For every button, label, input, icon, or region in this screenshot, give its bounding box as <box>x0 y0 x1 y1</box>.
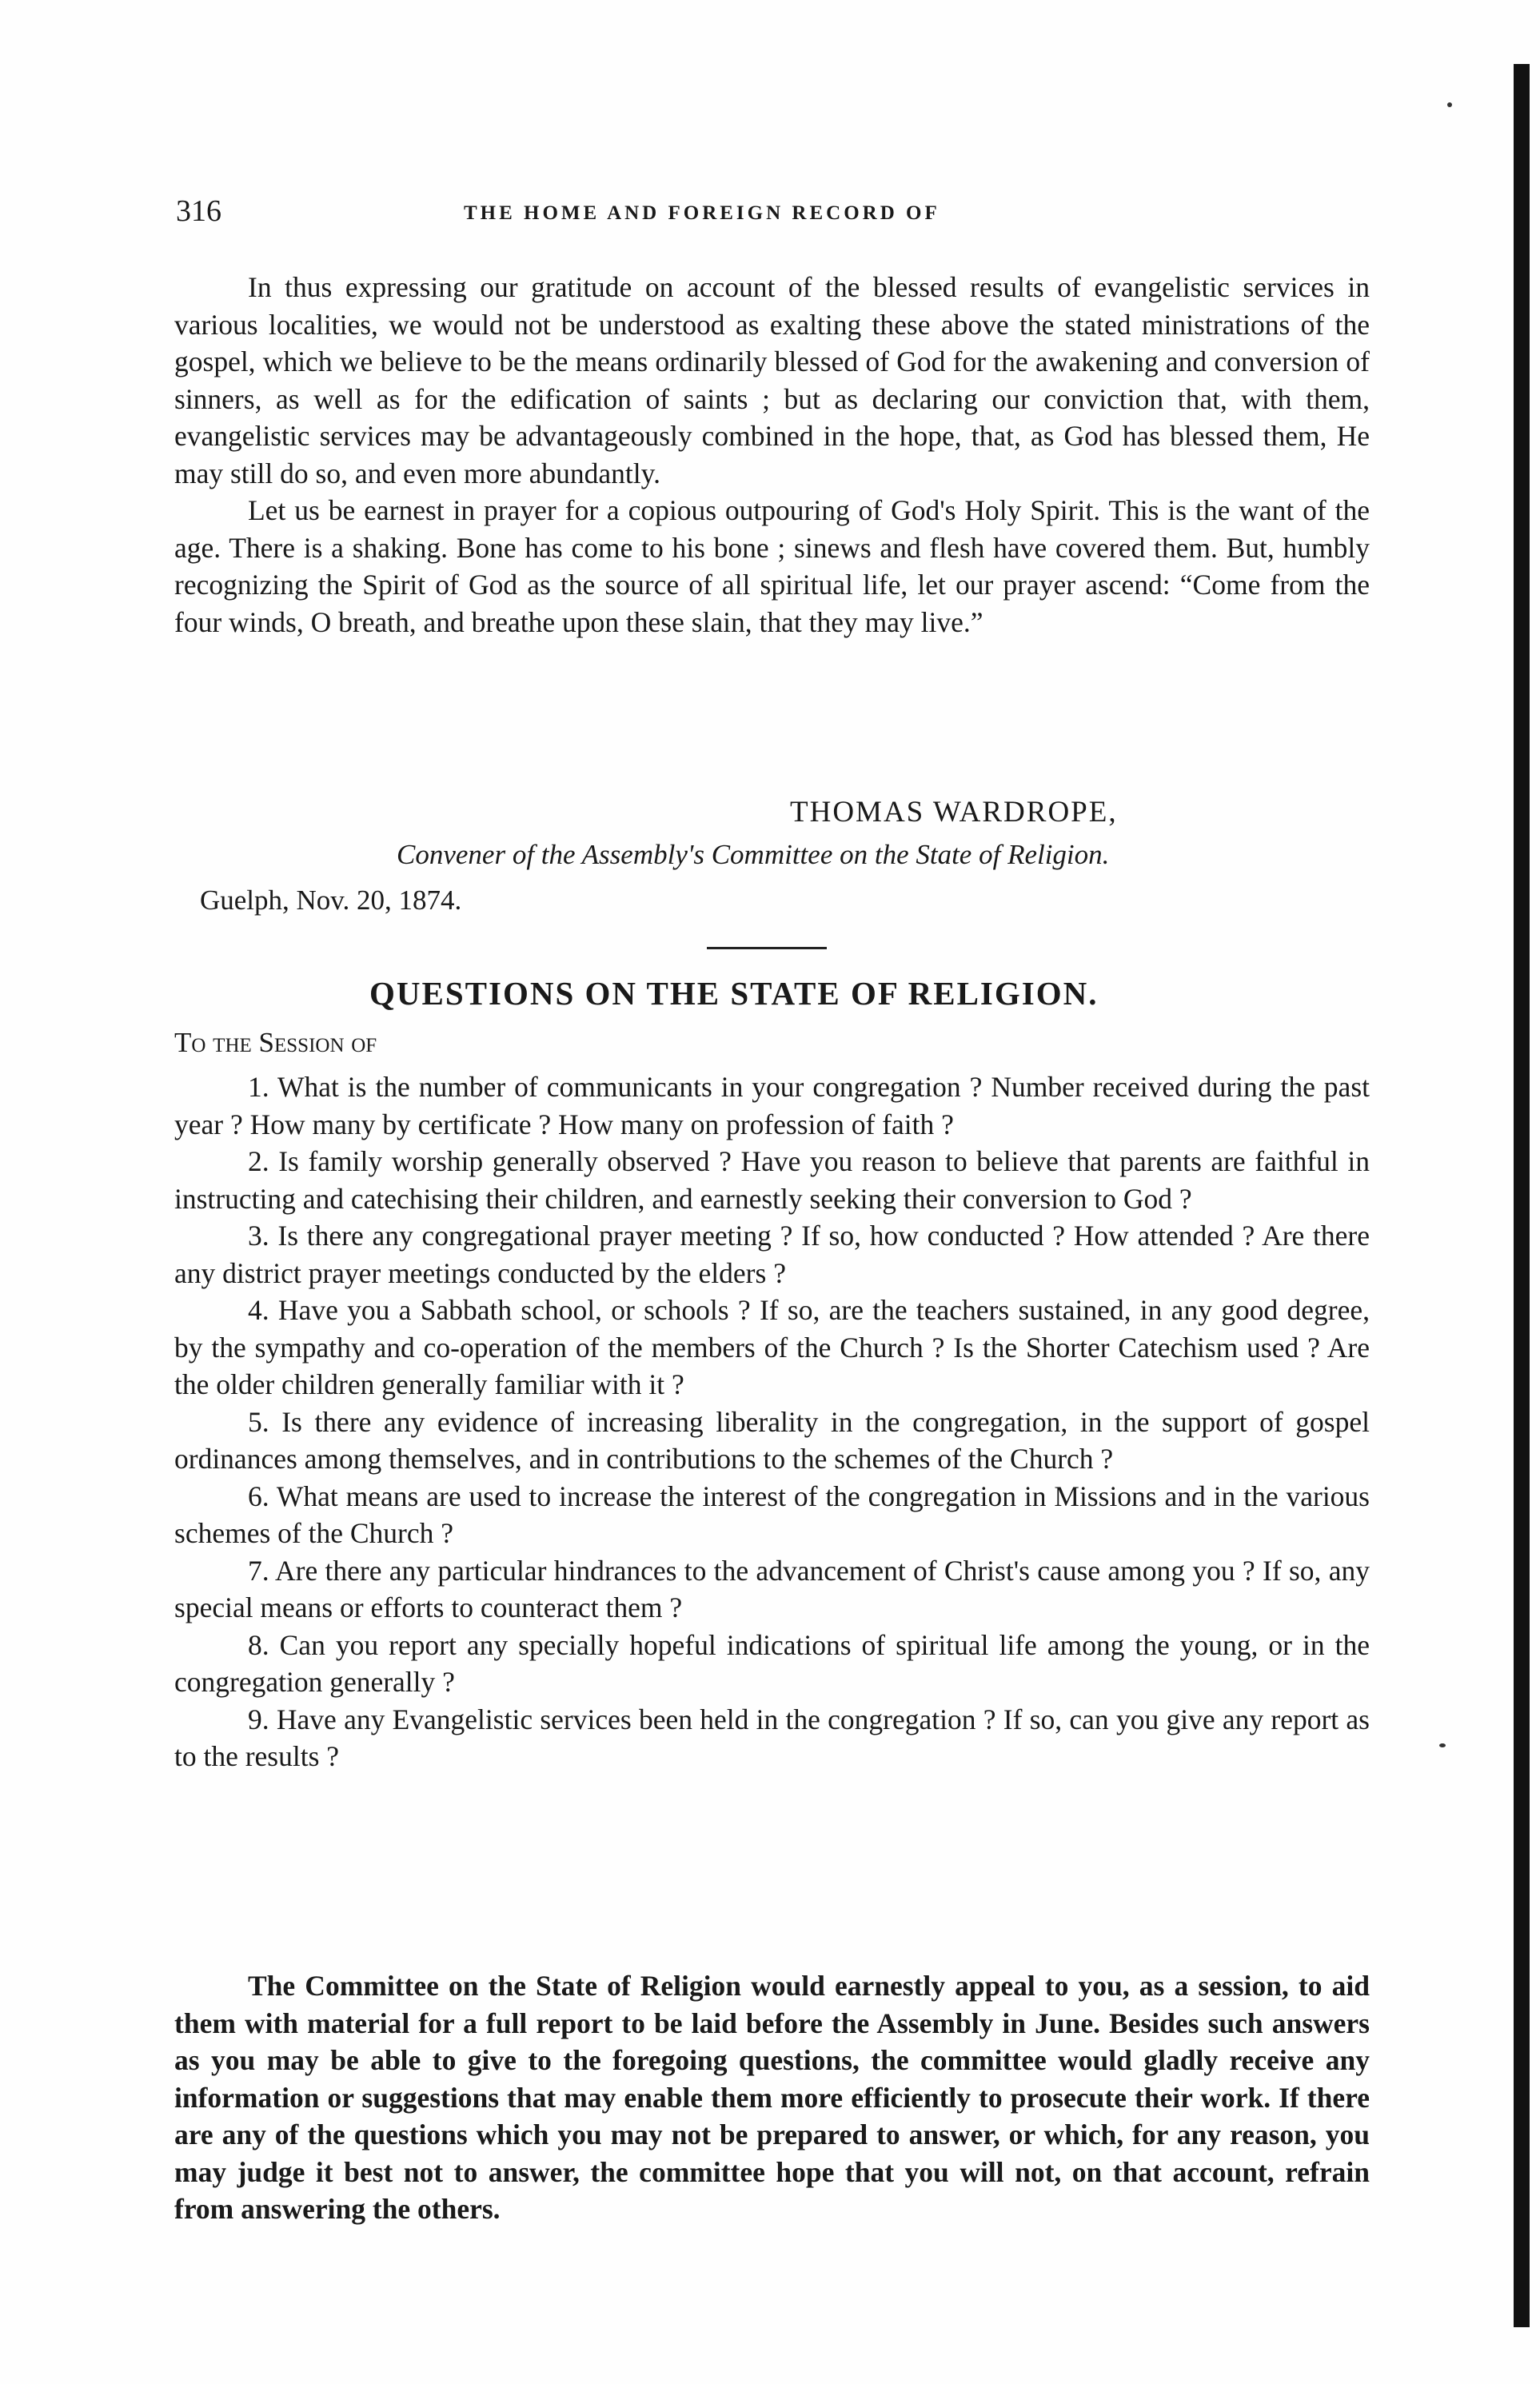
question-item: 6. What means are used to increase the interest of the congregation in Missions and in the various schemes of the Church ? <box>174 1480 1370 1549</box>
signature-name: THOMAS WARDROPE, <box>790 796 1118 829</box>
section-heading: QUESTIONS ON THE STATE OF RELIGION. <box>369 975 1099 1012</box>
running-title: THE HOME AND FOREIGN RECORD OF <box>464 202 940 224</box>
question-item: 1. What is the number of communicants in your congregation ? Number received during the past year ? How many by certificate ? How many on profession of faith ? <box>174 1071 1370 1140</box>
paragraph: In thus expressing our gratitude on account of the blessed results of evangelistic services in various localities, we would not be understood as exalting these above the stated ministrations of the gospel, which we believe to be the means ordinarily blessed of God for the awakening and conversion of sinners, as well as for the edification of saints ; but as declaring our conviction that, with them, evangelistic services may be advantageously combined in the hope, that, as God has blessed them, He may still do so, and even more abundantly. <box>174 271 1370 489</box>
scan-speck <box>1447 102 1452 107</box>
closing-paragraph: The Committee on the State of Religion would earnestly appeal to you, as a session, to aid them with material for a full report to be laid before the Assembly in June. Besides such answers as you may be able to give to the foregoing questions, the committee would gladly receive any information or suggestions that may enable them more efficiently to prosecute their work. If there are any of the questions which you may not be prepared to answer, or which, for any reason, you may judge it best not to answer, the committee hope that you will not, on that account, refrain from answering the others. <box>174 1970 1370 2225</box>
question-item: 9. Have any Evangelistic services been held in the congregation ? If so, can you give any report as to the results ? <box>174 1703 1370 1772</box>
questions-list <box>174 1068 1370 1775</box>
page-number: 316 <box>176 194 221 228</box>
question-item: 3. Is there any congregational prayer meeting ? If so, how conducted ? How attended ? Are there any district prayer meetings conducted by the elders ? <box>174 1220 1370 1289</box>
paragraph: Let us be earnest in prayer for a copious outpouring of God's Holy Spirit. This is the want of the age. There is a shaking. Bone has come to his bone ; sinews and flesh have covered them. But, humbly recognizing the Spirit of God as the source of all spiritual life, let our prayer ascend: “Come from the four winds, O breath, and breathe upon these slain, that they may live.” <box>174 494 1370 638</box>
report-body <box>174 269 1370 641</box>
running-head <box>176 195 1367 227</box>
scan-speck <box>1439 1743 1446 1747</box>
question-item: 4. Have you a Sabbath school, or schools ? If so, are the teachers sustained, in any good degree, by the sympathy and co-operation of the members of the Church ? Is the Shorter Catechism used ? Are the older children generally familiar with it ? <box>174 1294 1370 1400</box>
question-item: 2. Is family worship generally observed ? Have you reason to believe that parents are faithful in instructing and catechising their children, and earnestly seeking their conversion to God ? <box>174 1145 1370 1215</box>
signature-title: Convener of the Assembly's Committee on the State of Religion. <box>397 839 1110 870</box>
question-item: 7. Are there any particular hindrances to the advancement of Christ's cause among you ? If so, any special means or efforts to counteract them ? <box>174 1554 1370 1623</box>
salutation: To the Session of <box>174 1027 377 1058</box>
section-divider <box>707 947 827 949</box>
question-item: 8. Can you report any specially hopeful indications of spiritual life among the young, or in the congregation generally ? <box>174 1628 1370 1698</box>
place-date: Guelph, Nov. 20, 1874. <box>200 885 462 916</box>
scan-edge-bar <box>1514 64 1530 2327</box>
question-item: 5. Is there any evidence of increasing liberality in the congregation, in the support of gospel ordinances among themselves, and in contributions to the schemes of the Church ? <box>174 1405 1370 1475</box>
closing-appeal <box>174 1967 1370 2228</box>
